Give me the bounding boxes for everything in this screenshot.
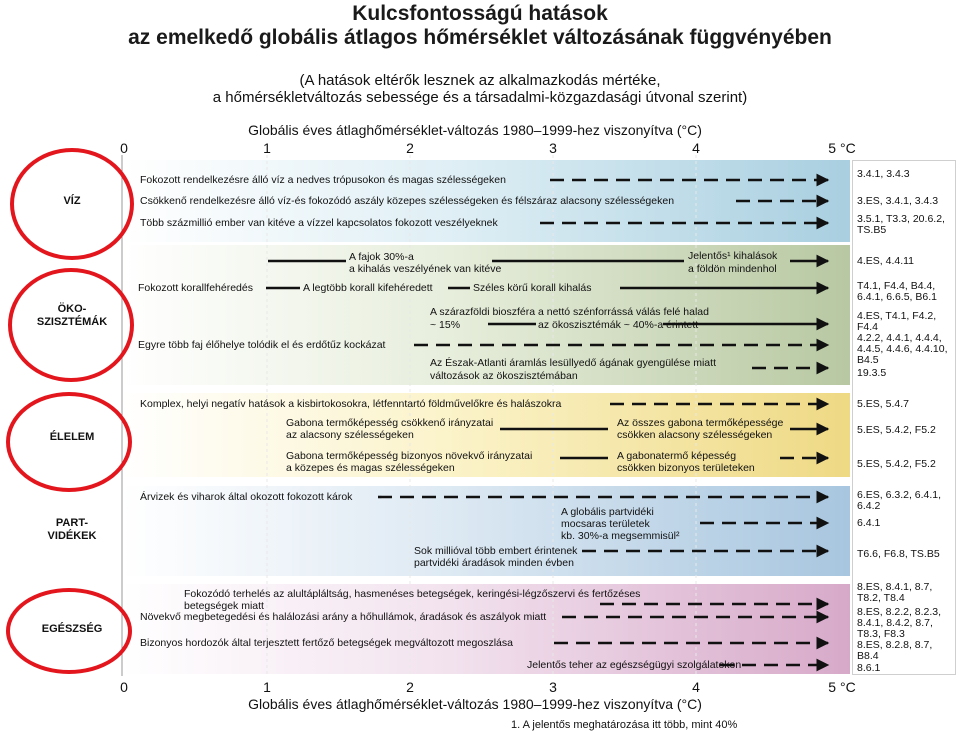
impact-text: az alacsony szélességeken: [286, 429, 414, 441]
reference-text: 4.ES, T4.1, F4.2,: [857, 310, 937, 322]
reference-text: 4.ES, 4.4.11: [857, 255, 915, 267]
reference-text: 5.ES, 5.4.2, F5.2: [857, 458, 936, 470]
tick-bottom-5: 5 °C: [828, 679, 856, 695]
impact-text: az ökoszisztémák ~ 40%-a érintett: [538, 319, 699, 331]
impact-text: Bizonyos hordozók által terjesztett fertőző betegségek megváltozott megoszlása: [140, 637, 513, 649]
reference-text: B4.5: [857, 354, 879, 366]
reference-text: 6.4.1: [857, 517, 881, 529]
impact-text: Jelentős¹ kihalások: [688, 250, 778, 262]
reference-text: 8.4.1, 8.4.2, 8.7,: [857, 617, 933, 629]
impact-text: Egyre több faj élőhelye tolódik el és erdőtűz kockázat: [138, 339, 386, 351]
impact-text: Árvizek és viharok által okozott fokozott károk: [140, 491, 353, 503]
footnote: 1. A jelentős meghatározása itt több, mint 40%: [511, 719, 738, 731]
reference-text: 5.ES, 5.4.7: [857, 398, 909, 410]
reference-text: T4.1, F4.4, B4.4,: [857, 280, 936, 292]
impact-text: mocsaras területek: [561, 518, 650, 530]
reference-text: 8.ES, 8.2.8, 8.7,: [857, 639, 933, 651]
axis-title-top: Globális éves átlaghőmérséklet-változás 1980–1999-hez viszonyítva (°C): [248, 122, 702, 138]
page-title-line2: az emelkedő globális átlagos hőmérséklet változásának függvényében: [128, 26, 832, 49]
impact-text: Jelentős teher az egészségügyi szolgálatokon: [527, 659, 742, 671]
impact-text: változások az ökoszisztémában: [430, 370, 578, 382]
sector-label-coasts-2: VIDÉKEK: [47, 530, 97, 542]
tick-top-4: 4: [692, 140, 700, 156]
reference-text: 3.4.1, 3.4.3: [857, 168, 910, 180]
impact-text: kb. 30%-a megsemmisül²: [561, 530, 680, 542]
tick-bottom-3: 3: [549, 679, 557, 695]
reference-text: T6.6, F6.8, TS.B5: [857, 548, 940, 560]
page-title: Kulcsfontosságú hatások: [352, 2, 608, 25]
impact-text: Csökkenő rendelkezésre álló víz-és fokozódó aszály közepes szélességeken és félszáraz alacsony szélességeken: [140, 195, 675, 207]
subtitle-line1: (A hatások eltérők lesznek az alkalmazkodás mértéke,: [299, 72, 661, 89]
impact-text: Az összes gabona termőképessége: [617, 417, 784, 429]
sector-label-ecosystems-1: ÖKO-: [57, 303, 87, 315]
impact-text: a kihalás veszélyének van kitéve: [349, 263, 502, 275]
impact-text: Az Észak-Atlanti áramlás lesüllyedő ágának gyengülése miatt: [430, 357, 716, 369]
impact-text: a közepes és magas szélességeken: [286, 462, 455, 474]
reference-text: B8.4: [857, 650, 879, 662]
highlight-ring-water: [10, 148, 134, 260]
reference-text: 6.ES, 6.3.2, 6.4.1,: [857, 489, 942, 501]
impact-text: A fajok 30%-a: [349, 251, 414, 263]
reference-text: 19.3.5: [857, 367, 887, 379]
reference-text: 6.4.2: [857, 500, 881, 512]
impact-text: ~ 15%: [430, 319, 461, 331]
tick-bottom-4: 4: [692, 679, 700, 695]
axis-title-bottom: Globális éves átlaghőmérséklet-változás 1980–1999-hez viszonyítva (°C): [248, 696, 702, 712]
impact-text: Gabona termőképesség csökkenő irányzatai: [286, 417, 494, 429]
highlight-ring-ecosystems: [8, 268, 134, 382]
impact-text: Több százmillió ember van kitéve a vízzel kapcsolatos fokozott veszélyeknek: [140, 217, 498, 229]
highlight-ring-health: [6, 588, 132, 674]
impact-text: Gabona termőképesség bizonyos növekvő irányzatai: [286, 450, 533, 462]
reference-text: 8.6.1: [857, 662, 881, 674]
tick-bottom-2: 2: [406, 679, 414, 695]
sector-label-food: ÉLELEM: [49, 431, 95, 443]
reference-text: 6.4.1, 6.6.5, B6.1: [857, 291, 937, 303]
reference-text: TS.B5: [857, 224, 887, 236]
reference-text: 5.ES, 5.4.2, F5.2: [857, 424, 936, 436]
impact-text: a földön mindenhol: [688, 263, 777, 275]
sector-label-water: VÍZ: [63, 195, 81, 207]
sector-label-health: EGÉSZSÉG: [41, 623, 103, 635]
reference-text: T8.3, F8.3: [857, 628, 905, 640]
impact-text: Fokozódó terhelés az alultápláltság, hasmenéses betegségek, keringési-légzőszervi és fertőzéses: [184, 588, 641, 600]
impact-text: A szárazföldi bioszféra a nettó szénforrássá válás felé halad: [430, 306, 709, 318]
impact-text: Komplex, helyi negatív hatások a kisbirtokosokra, létfenntartó földművelőkre és halászokra: [140, 398, 562, 410]
reference-text: 8.ES, 8.4.1, 8.7,: [857, 581, 933, 593]
impact-text: csökken alacsony szélességeken: [617, 429, 773, 441]
impact-text: A globális partvidéki: [561, 506, 654, 518]
tick-top-5: 5 °C: [828, 140, 856, 156]
tick-top-0: 0: [120, 140, 128, 156]
reference-text: 4.4.5, 4.4.6, 4.4.10,: [857, 343, 948, 355]
subtitle-line2: a hőmérsékletváltozás sebessége és a társadalmi-közgazdasági útvonal szerint): [212, 89, 748, 106]
tick-bottom-0: 0: [120, 679, 128, 695]
tick-top-1: 1: [263, 140, 271, 156]
tick-top-2: 2: [406, 140, 414, 156]
impact-text: Növekvő megbetegedési és halálozási arány a hőhullámok, áradások és aszályok miatt: [140, 611, 547, 623]
impact-text: Sok millióval több embert érintenek: [414, 545, 578, 557]
impact-text: Fokozott rendelkezésre álló víz a nedves trópusokon és magas szélességeken: [140, 174, 506, 186]
reference-text: 3.5.1, T3.3, 20.6.2,: [857, 213, 945, 225]
impact-text: Fokozott korallfehéredés: [138, 282, 253, 294]
impact-text: csökken bizonyos területeken: [617, 462, 755, 474]
sector-label-coasts-1: PART-: [55, 517, 89, 529]
tick-bottom-1: 1: [263, 679, 271, 695]
impact-text: A legtöbb korall kifehéredett: [303, 282, 433, 294]
reference-text: 4.2.2, 4.4.1, 4.4.4,: [857, 332, 942, 344]
impact-text: partvidéki áradások minden évben: [414, 557, 574, 569]
reference-text: 3.ES, 3.4.1, 3.4.3: [857, 195, 939, 207]
impact-text: A gabonatermő képesség: [617, 450, 737, 462]
impact-text: Széles körű korall kihalás: [473, 282, 592, 294]
sector-label-ecosystems-2: SZISZTÉMÁK: [36, 316, 108, 328]
highlight-ring-food: [6, 392, 132, 492]
impact-text: betegségek miatt: [184, 600, 264, 612]
reference-text: T8.2, T8.4: [857, 592, 905, 604]
tick-top-3: 3: [549, 140, 557, 156]
reference-text: F4.4: [857, 321, 879, 333]
reference-text: 8.ES, 8.2.2, 8.2.3,: [857, 606, 942, 618]
